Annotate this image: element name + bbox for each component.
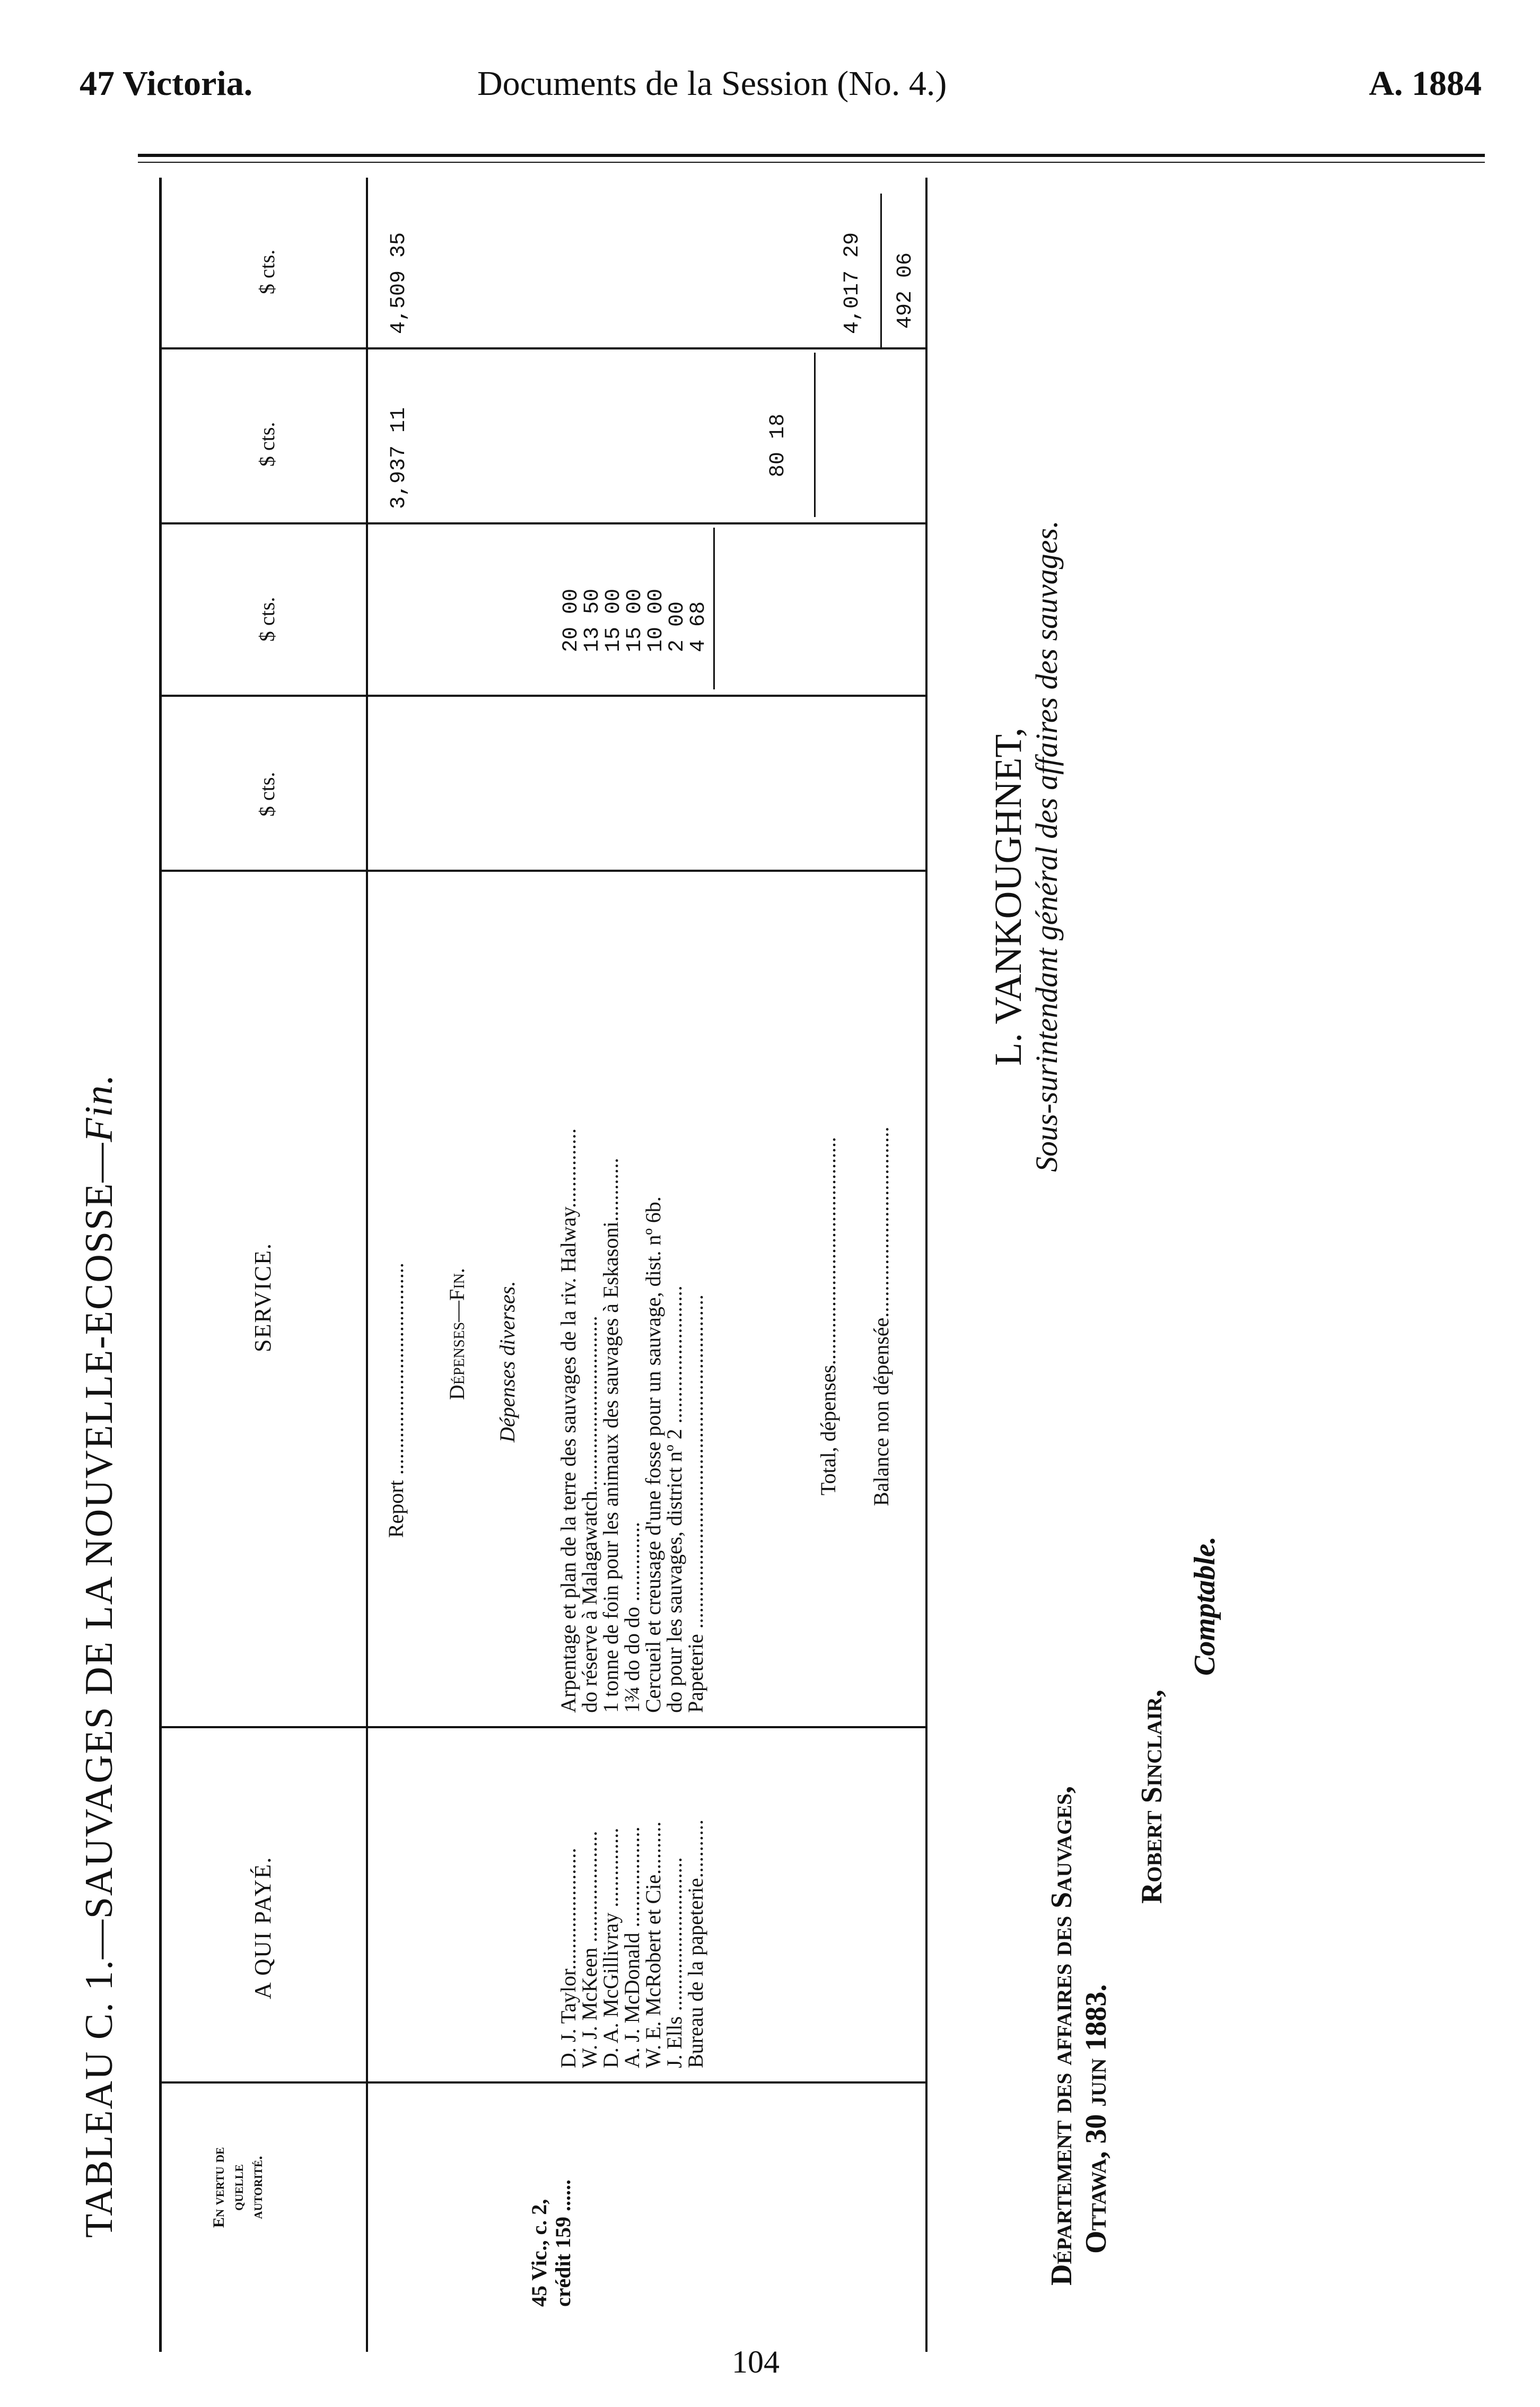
depenses-label: Dépenses—Fin. (445, 1268, 469, 1400)
amount-heading-3: $ cts. (255, 422, 279, 467)
subtotal-rule (713, 528, 715, 689)
total-rule (814, 353, 816, 517)
col-sep-payee (159, 1726, 925, 1728)
payee-heading: A QUI PAYÉ. (250, 1856, 276, 1999)
row-4-amount: 15 00 (623, 588, 647, 652)
table-title-fin: Fin. (77, 1073, 121, 1142)
authority-line1: 45 Vic., c. 2, (527, 2199, 551, 2307)
row-1-amount: 20 00 (559, 588, 583, 652)
balance-rule (880, 194, 882, 347)
col-sep-amount2 (159, 522, 925, 524)
page-number: 104 (732, 2344, 780, 2379)
row-7-service: Papeterie ............................................................... (684, 1294, 707, 1713)
header-right: A. 1884 (1369, 64, 1482, 103)
report-label: Report ........................................ (384, 1263, 408, 1538)
department-line1: Département des affaires des Sauvages, (1045, 1785, 1078, 2286)
authority-heading (209, 2100, 267, 2275)
header-left: 47 Victoria. (80, 64, 253, 103)
balance-label: Balance non dépensée.................................... (869, 1126, 893, 1506)
authority-line2: crédit 159 ...... (551, 2180, 575, 2307)
row-3-service: 1 tonne de foin pour les animaux des sauvages à Eskasoni............ (599, 1158, 623, 1713)
row-1-payee: D. J. Taylor....................... (556, 1848, 580, 2068)
row-7-amount: 4 68 (687, 601, 711, 652)
total-label: Total, dépenses........................................... (816, 1136, 840, 1495)
signature-title: Sous-surintendant général des affaires des sauvages. (1029, 520, 1064, 1172)
table-left-border (159, 178, 162, 2352)
amount-heading-1: $ cts. (255, 772, 279, 817)
amount-heading-2: $ cts. (255, 597, 279, 642)
row-6-payee: J. Ells ............................. (662, 1857, 686, 2068)
top-rule-thin (138, 162, 1485, 163)
row-2-amount: 13 50 (581, 588, 605, 652)
row-3-payee: D. A. McGillivray ............... (599, 1827, 623, 2068)
row-2-service: do réserve à Malagawatch................................. (578, 1316, 601, 1713)
col-sep-amount3 (159, 347, 925, 349)
department-line4: Comptable. (1188, 1536, 1221, 1676)
top-rule (138, 154, 1485, 157)
row-2-payee: W. J. McKeen ..................... (578, 1831, 601, 2068)
row-7-payee: Bureau de la papeterie........... (684, 1819, 707, 2068)
report-col6: 4,509 35 (387, 232, 411, 334)
table-title-main: TABLEAU C. 1.—SAUVAGES DE LA NOUVELLE-ECOSSE— (77, 1142, 121, 2238)
department-line2: Ottawa, 30 juin 1883. (1080, 1984, 1113, 2254)
authority-heading-l2: quelle (229, 2164, 247, 2211)
subtotal-col5: 80 18 (766, 413, 790, 477)
header-boundary (366, 178, 368, 2352)
amount-heading-4: $ cts. (255, 249, 279, 294)
department-line3: Robert Sinclair, (1135, 1690, 1168, 1904)
row-5-amount: 10 00 (644, 588, 668, 652)
row-4-service: 1¾ do do do ............... (620, 1522, 644, 1713)
table-right-border (925, 178, 928, 2352)
row-5-service: Cercueil et creusage d'une fosse pour un sauvage, dist. nº 6b. (641, 1196, 665, 1713)
service-heading: SERVICE. (250, 1242, 276, 1352)
authority-heading-l1: En vertu de (210, 2147, 228, 2228)
diverses-label: Dépenses diverses. (495, 1281, 519, 1442)
row-3-amount: 15 00 (602, 588, 626, 652)
row-6-amount: 2 00 (666, 601, 689, 652)
signature-name: L. VANKOUGHNET, (987, 728, 1029, 1066)
authority-heading-l3: autorité. (248, 2156, 266, 2219)
total-col6: 4,017 29 (841, 232, 864, 334)
col-sep-service (159, 870, 925, 872)
col-sep-authority (159, 2081, 925, 2084)
row-4-payee: A. J. McDonald ................... (620, 1826, 644, 2068)
table-title (77, 1073, 122, 2238)
col-sep-amount1 (159, 695, 925, 697)
report-col5: 3,937 11 (387, 407, 411, 509)
row-6-service: do pour les sauvages, district nº 2 .......................... (662, 1285, 686, 1713)
header-center: Documents de la Session (No. 4.) (477, 64, 947, 103)
row-1-service: Arpentage et plan de la terre des sauvages de la riv. Halway............... (556, 1128, 580, 1713)
balance-col6: 492 06 (894, 252, 917, 329)
row-5-payee: W. E. McRobert et Cie.......... (641, 1821, 665, 2068)
